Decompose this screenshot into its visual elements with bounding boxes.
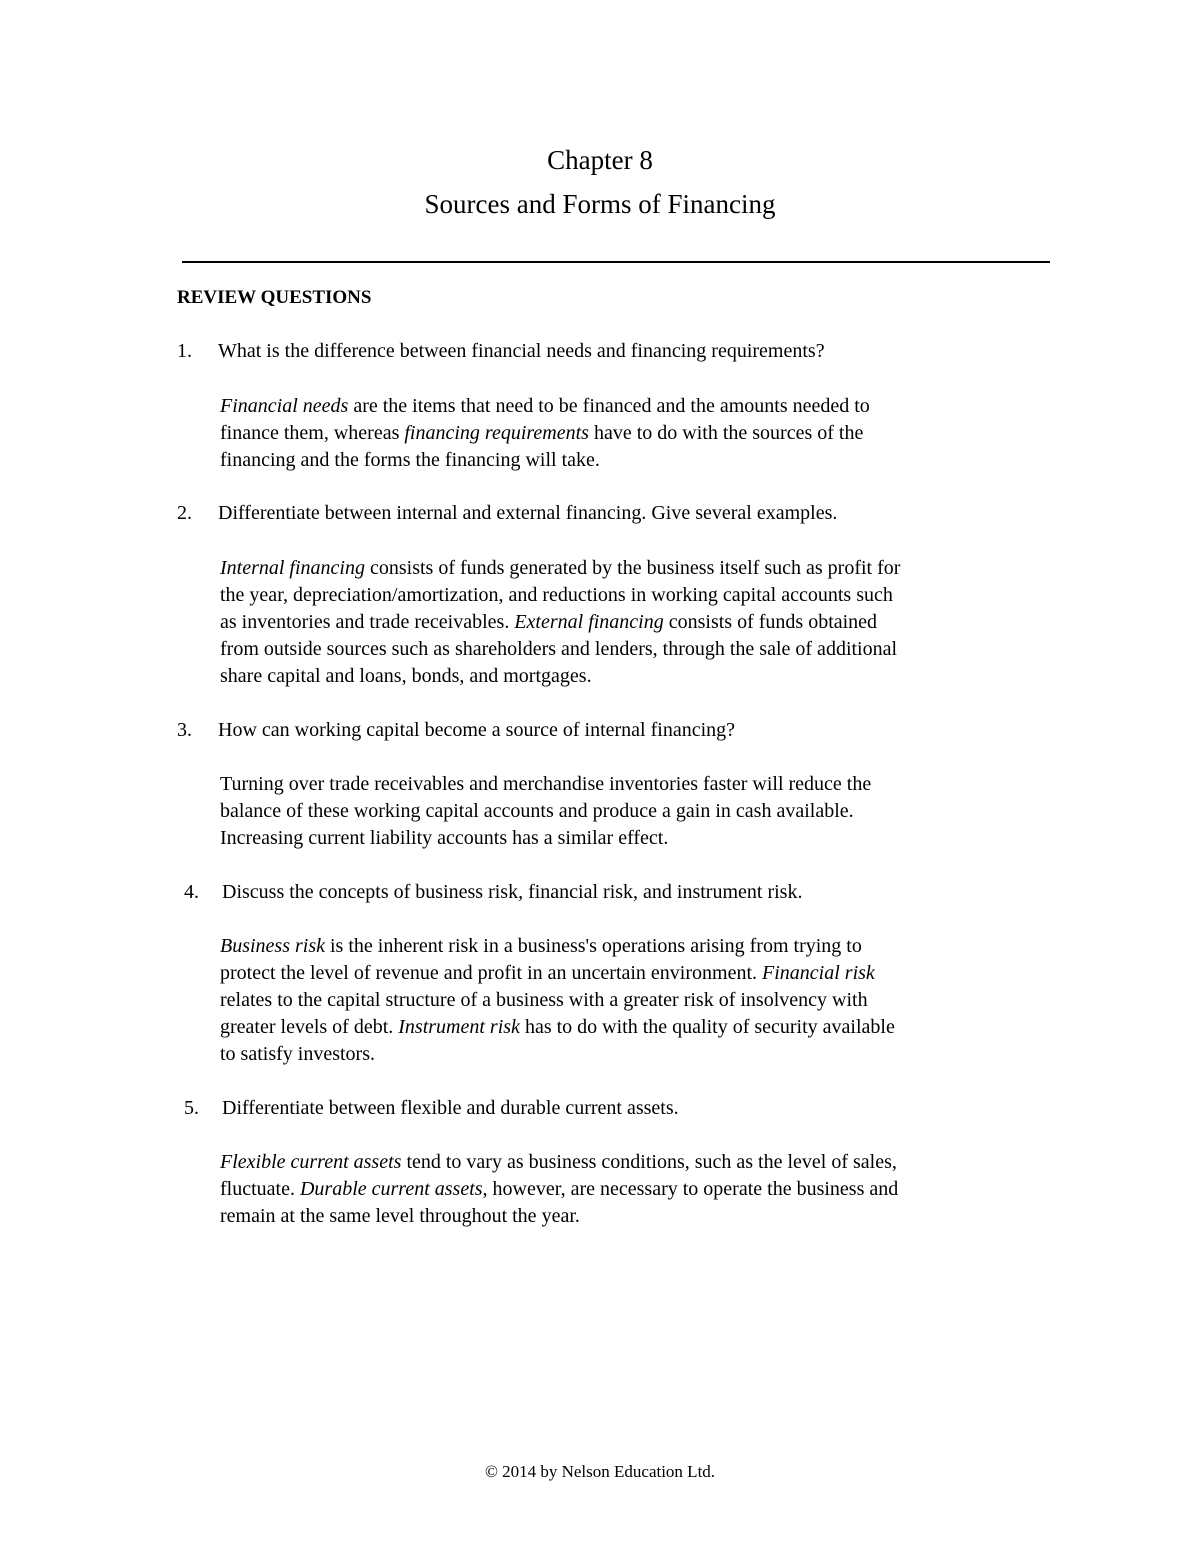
answer-text: are the items that need to be financed and the amounts needed to [348, 395, 870, 417]
answer-line [220, 447, 1050, 474]
answer-text: relates to the capital structure of a business with a greater risk of insolvency with [220, 989, 868, 1011]
answer-text: share capital and loans, bonds, and mortgages. [220, 665, 592, 687]
answer-text: tend to vary as business conditions, such as the level of sales, [401, 1151, 897, 1173]
answer-text: balance of these working capital accounts and produce a gain in cash available. [220, 800, 854, 822]
answer-line [220, 663, 1050, 690]
answer-line [220, 798, 1050, 825]
horizontal-rule [182, 261, 1050, 263]
answer-text: Turning over trade receivables and merchandise inventories faster will reduce the [220, 773, 872, 795]
key-term: Instrument risk [398, 1016, 520, 1038]
key-term: External financing [514, 611, 664, 633]
answer-text: to satisfy investors. [220, 1043, 375, 1065]
answer-line [220, 960, 1050, 987]
answer-line [220, 933, 1050, 960]
answer-text: fluctuate. [220, 1178, 300, 1200]
answer-text: consists of funds generated by the business itself such as profit for [364, 557, 901, 579]
answer-line [220, 636, 1050, 663]
section-heading: REVIEW QUESTIONS [177, 287, 372, 308]
answer-line [220, 1176, 1050, 1203]
key-term: Flexible current assets [220, 1151, 402, 1173]
answer-text: Increasing current liability accounts has a similar effect. [220, 827, 669, 849]
question-number-3: 3. [177, 719, 192, 741]
answer-text: from outside sources such as shareholders and lenders, through the sale of additional [220, 638, 898, 660]
answer-text: has to do with the quality of security available [519, 1016, 895, 1038]
answer-line [220, 1149, 1050, 1176]
answer-line [220, 825, 1050, 852]
answer-text: the year, depreciation/amortization, and reductions in working capital accounts such [220, 584, 893, 606]
answer-line [220, 420, 1050, 447]
question-text-1: What is the difference between financial needs and financing requirements? [218, 340, 825, 362]
answer-line [220, 393, 1050, 420]
answer-text: as inventories and trade receivables. [220, 611, 515, 633]
key-term: Financial needs [220, 395, 349, 417]
answer-text: protect the level of revenue and profit in an uncertain environment. [220, 962, 763, 984]
question-text-2: Differentiate between internal and external financing. Give several examples. [218, 502, 838, 524]
answer-line [220, 771, 1050, 798]
chapter-number: Chapter 8 [547, 145, 653, 175]
question-text-5: Differentiate between flexible and durable current assets. [222, 1097, 679, 1119]
question-number-4: 4. [184, 881, 199, 903]
key-term: financing requirements [404, 422, 589, 444]
answer-text: finance them, whereas [220, 422, 405, 444]
answer-line [220, 987, 1050, 1014]
answer-line [220, 1203, 1050, 1230]
question-text-4: Discuss the concepts of business risk, financial risk, and instrument risk. [222, 881, 803, 903]
answer-line [220, 555, 1050, 582]
answer-text: financing and the forms the financing will take. [220, 449, 600, 471]
question-text-3: How can working capital become a source of internal financing? [218, 719, 736, 741]
answer-line [220, 609, 1050, 636]
question-number-5: 5. [184, 1097, 199, 1119]
answer-2 [220, 555, 1050, 690]
answer-3 [220, 771, 1050, 852]
answer-text: greater levels of debt. [220, 1016, 399, 1038]
question-number-1: 1. [177, 340, 192, 362]
chapter-title: Sources and Forms of Financing [424, 189, 776, 219]
answer-line [220, 1014, 1050, 1041]
answer-text: have to do with the sources of the [588, 422, 864, 444]
question-number-2: 2. [177, 502, 192, 524]
answer-text: , however, are necessary to operate the business and [482, 1178, 899, 1200]
answer-5 [220, 1149, 1050, 1230]
key-term: Business risk [220, 935, 325, 957]
answer-4 [220, 933, 1050, 1068]
answer-text: consists of funds obtained [663, 611, 878, 633]
answer-text: is the inherent risk in a business's operations arising from trying to [325, 935, 862, 957]
key-term: Internal financing [220, 557, 365, 579]
answer-line [220, 582, 1050, 609]
answer-text: remain at the same level throughout the year. [220, 1205, 580, 1227]
answer-1 [220, 393, 1050, 474]
answer-line [220, 1041, 1050, 1068]
key-term: Financial risk [762, 962, 875, 984]
key-term: Durable current assets [299, 1178, 483, 1200]
copyright-footer: © 2014 by Nelson Education Ltd. [484, 1462, 716, 1481]
